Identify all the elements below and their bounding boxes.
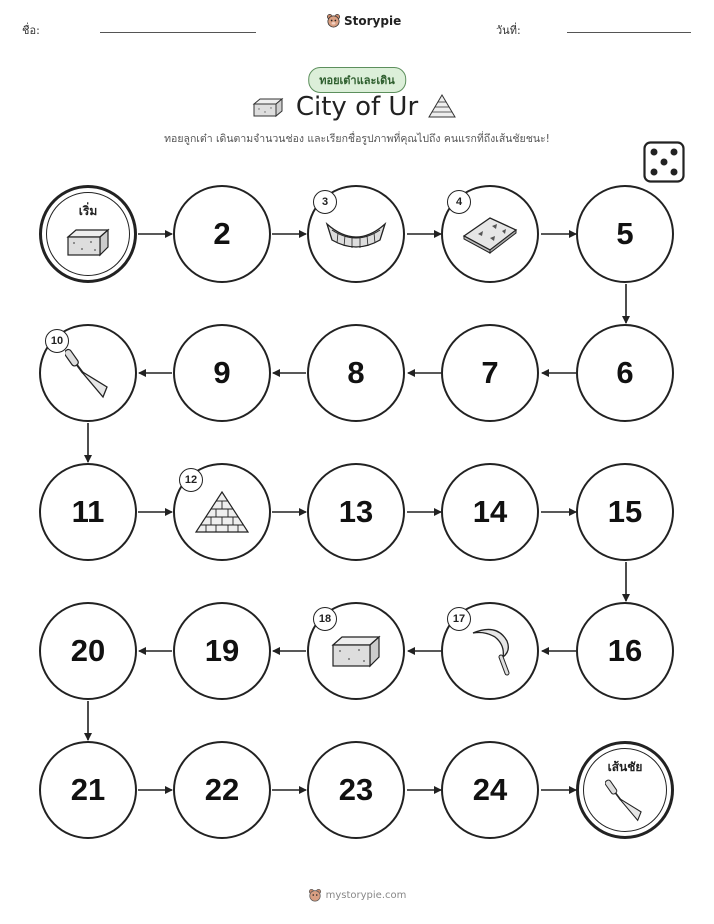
square-number: 23	[338, 772, 374, 807]
trowel-icon	[65, 347, 111, 399]
board-square-23	[307, 741, 405, 839]
footer-site-link[interactable]: mystorypie.com	[325, 889, 407, 901]
board-square-24	[441, 741, 539, 839]
square-number: 13	[338, 494, 374, 529]
sickle-icon	[467, 625, 513, 677]
square-number: 7	[481, 355, 499, 390]
square-number: 11	[71, 494, 105, 529]
ziggurat-icon	[194, 490, 250, 534]
board-square-20	[39, 602, 137, 700]
board-square-21	[39, 741, 137, 839]
mud-brick-icon	[66, 227, 110, 257]
square-number: 2	[213, 216, 231, 251]
board-square-9	[173, 324, 271, 422]
page-title: City of Ur	[295, 92, 419, 122]
name-label: ชื่อ:	[22, 24, 40, 37]
square-number: 15	[607, 494, 643, 529]
board-square-5	[576, 185, 674, 283]
board-square-19	[173, 602, 271, 700]
square-number: 8	[347, 355, 365, 390]
board-square-16	[576, 602, 674, 700]
square-number-badge: 4	[447, 190, 471, 214]
square-number: 9	[213, 355, 231, 390]
board-square-8	[307, 324, 405, 422]
board-square-11	[39, 463, 137, 561]
square-number: 19	[204, 633, 240, 668]
finish-square	[576, 741, 674, 839]
square-number-badge: 3	[313, 190, 337, 214]
start-label: เริ่ม	[78, 204, 98, 218]
footer	[0, 888, 714, 902]
mud-brick-icon	[331, 634, 381, 668]
finish-label: เส้นชัย	[607, 760, 643, 774]
board-square-15	[576, 463, 674, 561]
instructions: ทอยลูกเต๋า เดินตามจำนวนช่อง และเรียกชื่อรูปภาพที่คุณไปถึง คนแรกที่ถึงเส้นชัยชนะ!	[164, 133, 550, 145]
square-number: 21	[70, 772, 106, 807]
board-square-22	[173, 741, 271, 839]
board-square-14	[441, 463, 539, 561]
board-square-13	[307, 463, 405, 561]
game-type-tag: ทอยเต๋าและเดิน	[308, 67, 406, 93]
square-number-badge: 10	[45, 329, 69, 353]
square-number: 14	[472, 494, 508, 529]
start-square	[39, 185, 137, 283]
square-number: 20	[70, 633, 106, 668]
reed-boat-icon	[324, 216, 388, 252]
board-square-7	[441, 324, 539, 422]
square-number-badge: 17	[447, 607, 471, 631]
square-number: 16	[607, 633, 643, 668]
square-number: 24	[472, 772, 508, 807]
brand-name: Storypie	[344, 13, 402, 28]
square-number-badge: 12	[179, 468, 203, 492]
square-number-badge: 18	[313, 607, 337, 631]
board-square-2	[173, 185, 271, 283]
bear-logo-icon	[308, 888, 322, 902]
board-square-6	[576, 324, 674, 422]
trowel-icon	[605, 778, 645, 822]
square-number: 5	[616, 216, 634, 251]
square-number: 22	[204, 772, 240, 807]
square-number: 6	[616, 355, 634, 390]
clay-tablet-icon	[460, 214, 520, 254]
date-label: วันที่:	[496, 24, 521, 37]
